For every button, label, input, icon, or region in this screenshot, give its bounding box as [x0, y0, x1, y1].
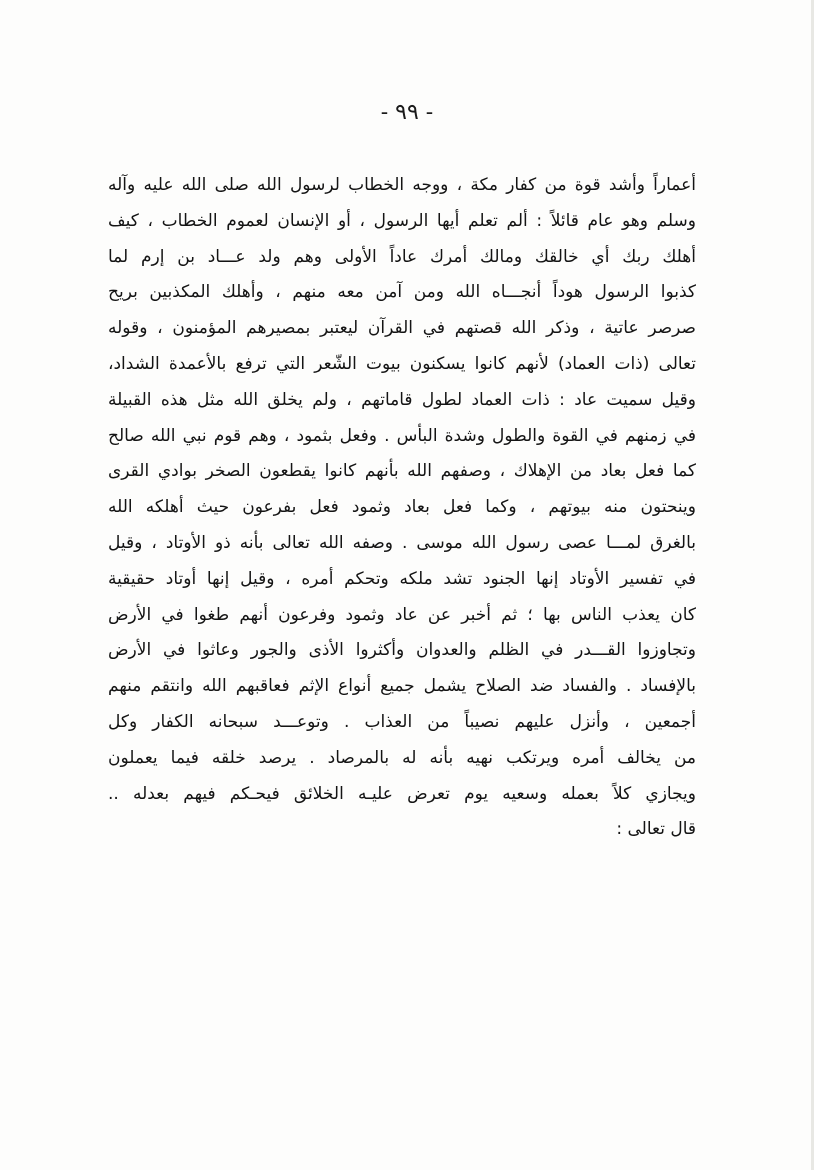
text-line: أجمعين ، وأنزل عليهم نصيباً من العذاب . وتوعـــد سبحانه الكفار وكل	[108, 711, 696, 732]
body-text	[108, 168, 696, 848]
text-line: بالإفساد . والفساد ضد الصلاح يشمل جميع أنواع الإثم فعاقبهم الله وانتقم منهم	[108, 676, 696, 697]
text-line: وينحتون منه بيوتهم ، وكما فعل بعاد وثمود فعل بفرعون حيث أهلكه الله	[108, 497, 696, 518]
text-line: بالغرق لمـــا عصى رسول الله موسى . وصفه الله تعالى بأنه ذو الأوتاد ، وقيل	[108, 532, 696, 553]
text-line: تعالى (ذات العماد) لأنهم كانوا يسكنون بيوت الشّعر التي ترفع بالأعمدة الشداد،	[108, 353, 696, 374]
page-number: - ٩٩ -	[380, 100, 434, 125]
text-line: كذبوا الرسول هوداً أنجـــاه الله ومن آمن معه منهم ، وأهلك المكذبين بريح	[108, 282, 696, 303]
text-line: وقيل سميت عاد : ذات العماد لطول قاماتهم ، ولم يخلق الله مثل هذه القبيلة	[108, 389, 696, 410]
text-line: كان يعذب الناس بها ؛ ثم أخبر عن عاد وثمود وفرعون أنهم طغوا في الأرض	[108, 604, 696, 625]
text-line: أعماراً وأشد قوة من كفار مكة ، ووجه الخطاب لرسول الله صلى الله عليه وآله	[108, 175, 696, 195]
text-line: وتجاوزوا القـــدر في الظلم والعدوان وأكثروا الأذى والجور وعاثوا في الأرض	[108, 640, 696, 661]
text-line: في تفسير الأوتاد إنها الجنود تشد ملكه وتحكم أمره ، وقيل إنها أوتاد حقيقية	[108, 568, 696, 589]
text-line: في زمنهم في القوة والطول وشدة البأس . وفعل بثمود ، وهم قوم نبي الله صالح	[108, 425, 696, 446]
text-line: ويجازي كلاً بعمله وسعيه يوم تعرض عليـه الخلائق فيحـكم فيهم بعدله ..	[108, 783, 696, 804]
text-line-last: قال تعالى :	[616, 819, 696, 840]
text-line: صرصر عاتية ، وذكر الله قصتهم في القرآن ليعتبر بمصيرهم المؤمنون ، وقوله	[108, 318, 696, 339]
text-line: أهلك ربك أي خالقك ومالك أمرك عاداً الأولى وهم ولد عـــاد بن إرم لما	[108, 246, 696, 267]
text-line: كما فعل بعاد من الإهلاك ، وصفهم الله بأنهم كانوا يقطعون الصخر بوادي القرى	[108, 461, 696, 482]
text-line: من يخالف أمره ويرتكب نهيه بأنه له بالمرصاد . يرصد خلقه فيما يعملون	[108, 747, 696, 768]
text-line: وسلم وهو عام قائلاً : ألم تعلم أيها الرسول ، أو الإنسان لعموم الخطاب ، كيف	[108, 210, 696, 231]
